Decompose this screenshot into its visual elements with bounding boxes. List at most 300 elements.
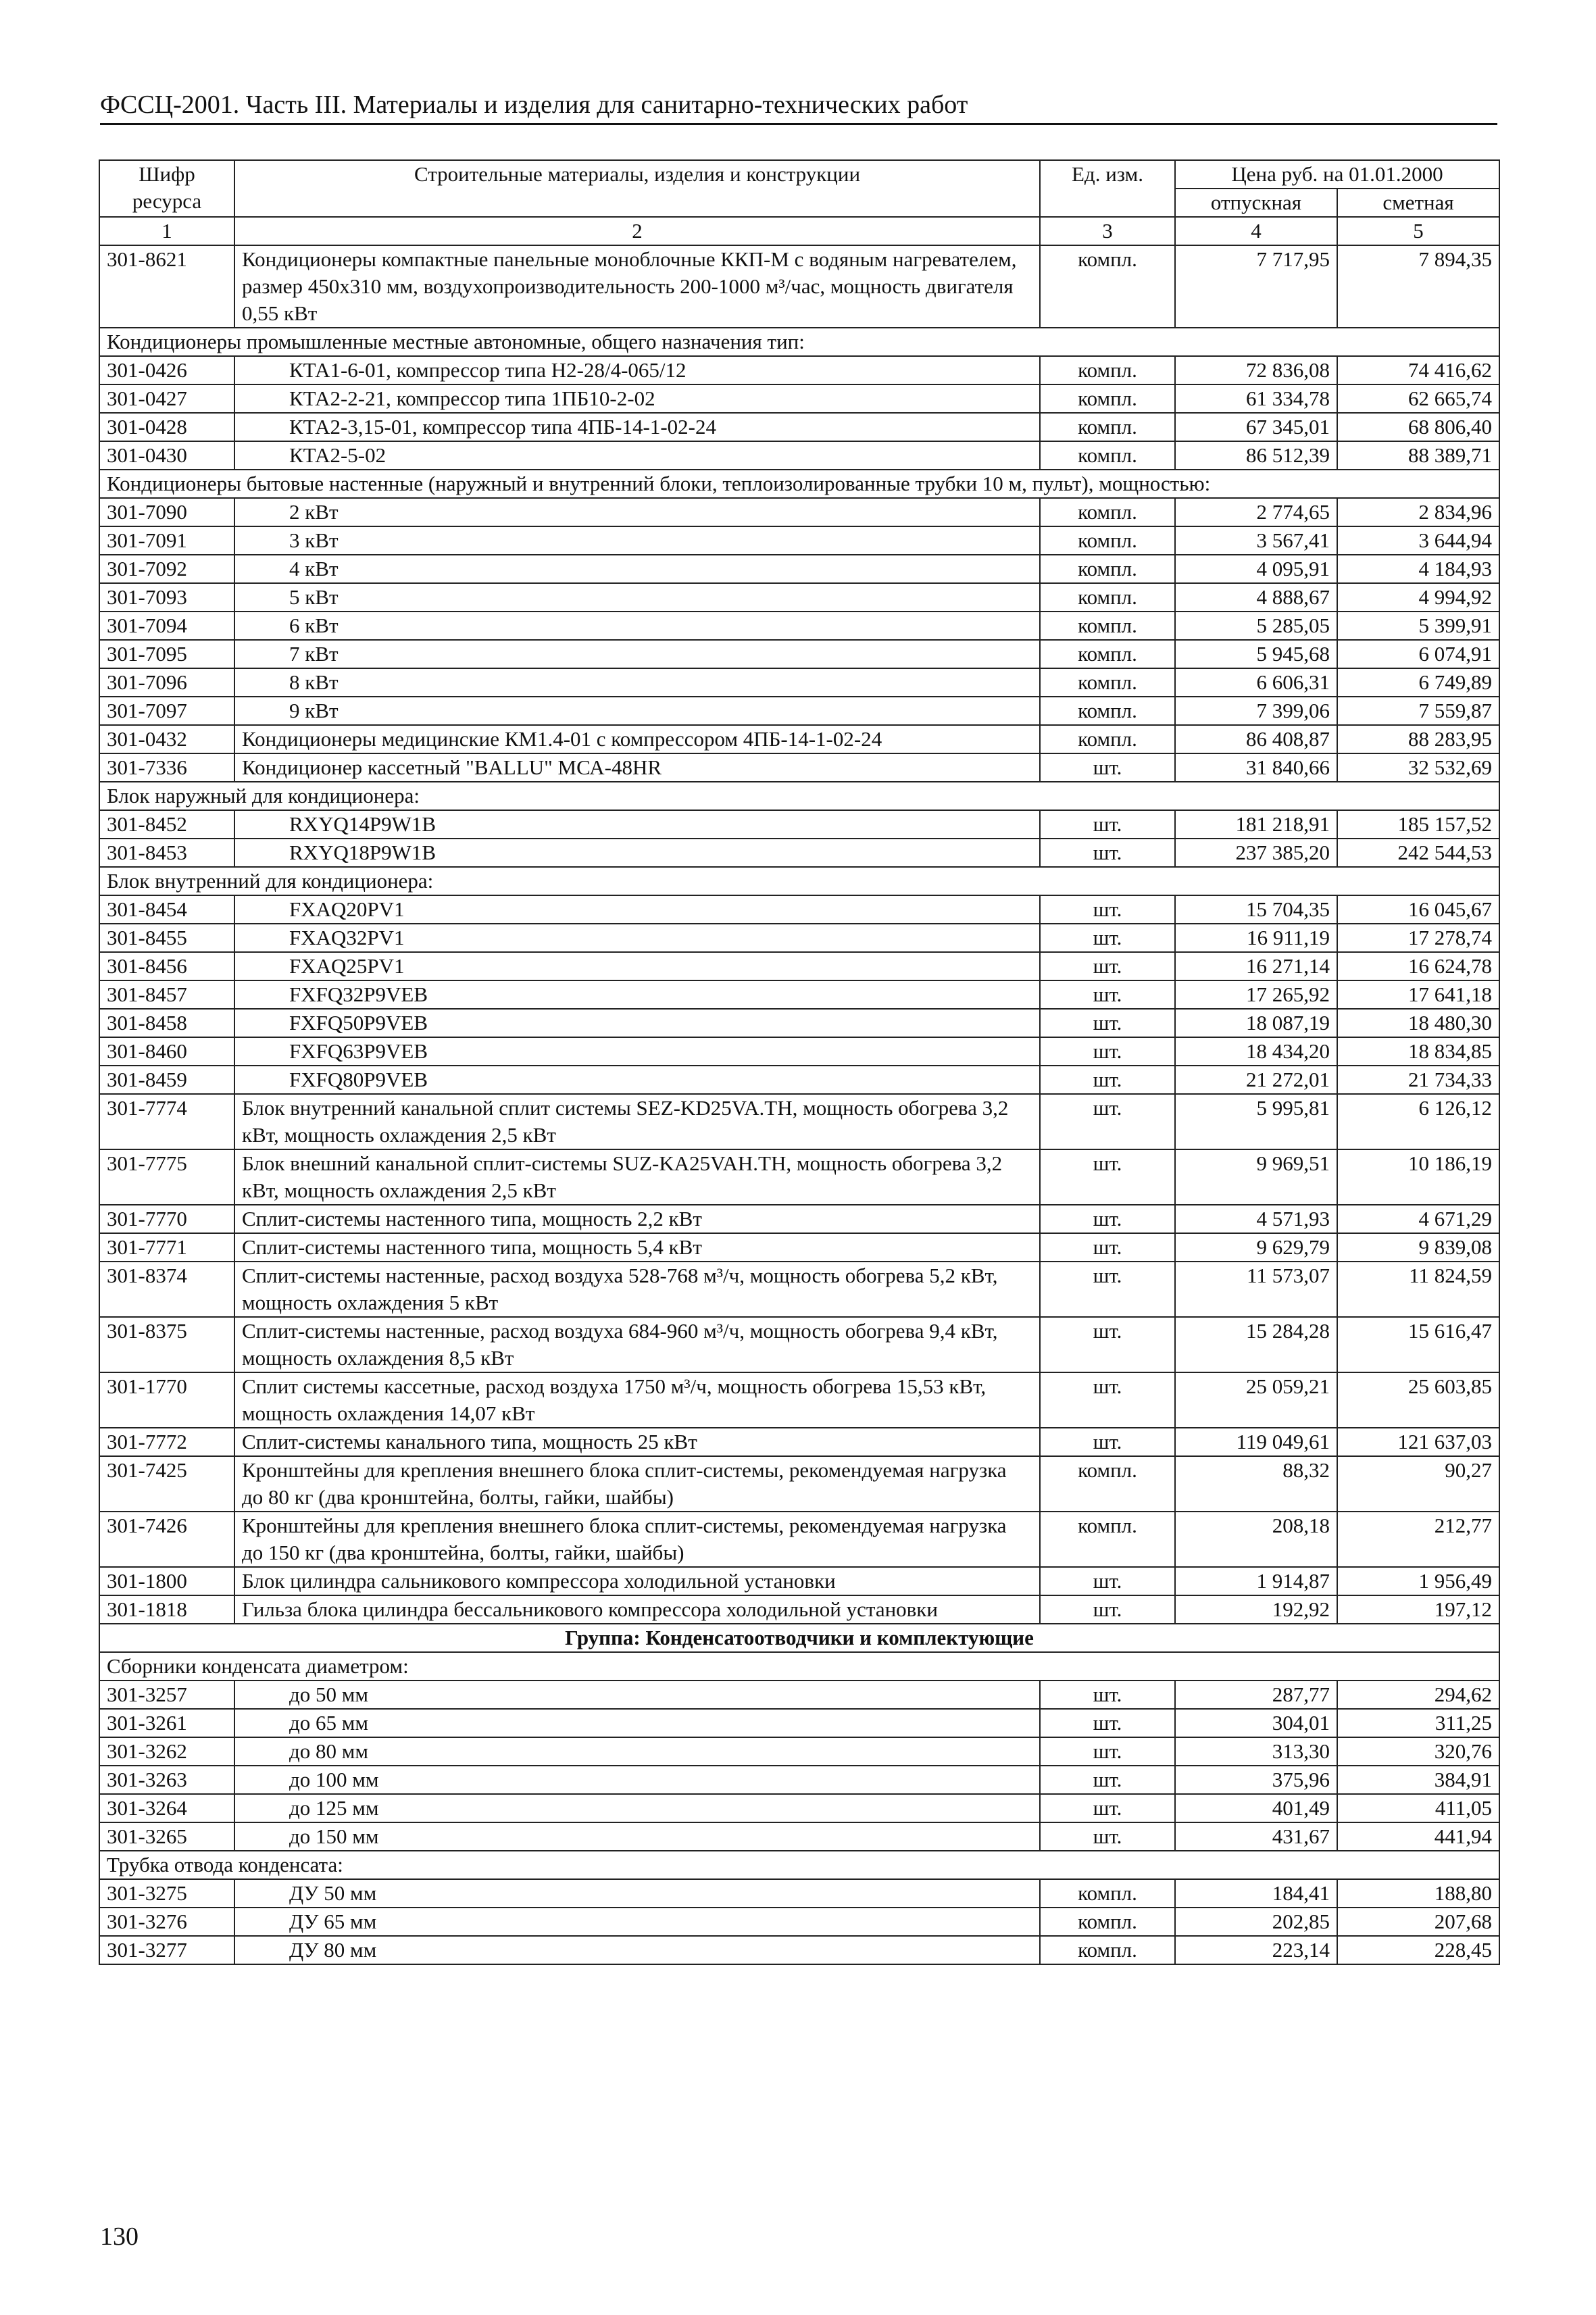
resource-code: 301-0427	[99, 384, 234, 413]
release-price: 5 995,81	[1175, 1094, 1337, 1149]
resource-code: 301-7771	[99, 1233, 234, 1262]
table-row	[99, 1094, 1499, 1149]
page-number: 130	[100, 2222, 139, 2251]
release-price: 313,30	[1175, 1737, 1337, 1766]
resource-code: 301-3257	[99, 1681, 234, 1709]
group-row	[99, 1624, 1499, 1652]
release-price: 4 571,93	[1175, 1205, 1337, 1233]
item-name: КТА1-6-01, компрессор типа Н2-28/4-065/12	[234, 356, 1040, 384]
item-name: FXFQ32P9VEB	[234, 980, 1040, 1009]
header-estimate: сметная	[1337, 189, 1499, 217]
release-price: 3 567,41	[1175, 526, 1337, 555]
release-price: 184,41	[1175, 1879, 1337, 1908]
estimate-price: 207,68	[1337, 1908, 1499, 1936]
release-price: 21 272,01	[1175, 1066, 1337, 1094]
table-row	[99, 839, 1499, 867]
item-unit: шт.	[1040, 1737, 1175, 1766]
table-row	[99, 1737, 1499, 1766]
header-name: Строительные материалы, изделия и конструкции	[234, 160, 1040, 217]
resource-code: 301-7090	[99, 498, 234, 526]
item-name: FXAQ32PV1	[234, 924, 1040, 952]
item-unit: компл.	[1040, 583, 1175, 612]
table-row	[99, 1908, 1499, 1936]
item-unit: шт.	[1040, 1262, 1175, 1317]
estimate-price: 3 644,94	[1337, 526, 1499, 555]
table-row	[99, 640, 1499, 668]
item-name: Кондиционер кассетный "BALLU" МСА-48HR	[234, 753, 1040, 782]
item-unit: шт.	[1040, 1066, 1175, 1094]
table-row	[99, 697, 1499, 725]
item-name: 9 кВт	[234, 697, 1040, 725]
table-row	[99, 1567, 1499, 1595]
release-price: 25 059,21	[1175, 1372, 1337, 1428]
resource-code: 301-8455	[99, 924, 234, 952]
table-row	[99, 1233, 1499, 1262]
subsection-heading: Трубка отвода конденсата:	[99, 1851, 1499, 1879]
table-row	[99, 1428, 1499, 1456]
table-row	[99, 612, 1499, 640]
item-name: RXYQ14P9W1B	[234, 810, 1040, 839]
table-row	[99, 1037, 1499, 1066]
subsection-row	[99, 328, 1499, 356]
item-unit: шт.	[1040, 952, 1175, 980]
release-price: 223,14	[1175, 1936, 1337, 1964]
column-number: 2	[234, 217, 1040, 245]
item-name: RXYQ18P9W1B	[234, 839, 1040, 867]
table-row	[99, 1794, 1499, 1822]
item-unit: шт.	[1040, 924, 1175, 952]
estimate-price: 88 389,71	[1337, 441, 1499, 470]
table-row	[99, 526, 1499, 555]
item-unit: компл.	[1040, 668, 1175, 697]
column-number: 5	[1337, 217, 1499, 245]
resource-code: 301-7775	[99, 1149, 234, 1205]
estimate-price: 197,12	[1337, 1595, 1499, 1624]
resource-code: 301-7774	[99, 1094, 234, 1149]
release-price: 119 049,61	[1175, 1428, 1337, 1456]
estimate-price: 4 184,93	[1337, 555, 1499, 583]
release-price: 2 774,65	[1175, 498, 1337, 526]
table-row	[99, 1149, 1499, 1205]
item-unit: компл.	[1040, 1512, 1175, 1567]
estimate-price: 16 045,67	[1337, 895, 1499, 924]
table-row	[99, 1512, 1499, 1567]
item-name: Сплит-системы настенные, расход воздуха 684-960 м³/ч, мощность обогрева 9,4 кВт, мощность охлаждения 8,5 кВт	[234, 1317, 1040, 1372]
table-row	[99, 810, 1499, 839]
item-unit: компл.	[1040, 441, 1175, 470]
table-row	[99, 1205, 1499, 1233]
release-price: 237 385,20	[1175, 839, 1337, 867]
item-name: FXAQ20PV1	[234, 895, 1040, 924]
item-unit: шт.	[1040, 1317, 1175, 1372]
estimate-price: 15 616,47	[1337, 1317, 1499, 1372]
item-unit: компл.	[1040, 1879, 1175, 1908]
estimate-price: 6 074,91	[1337, 640, 1499, 668]
resource-code: 301-3261	[99, 1709, 234, 1737]
resource-code: 301-7097	[99, 697, 234, 725]
table-row	[99, 441, 1499, 470]
item-name: Сплит-системы настенного типа, мощность 5,4 кВт	[234, 1233, 1040, 1262]
resource-code: 301-8454	[99, 895, 234, 924]
item-name: Блок цилиндра сальникового компрессора холодильной установки	[234, 1567, 1040, 1595]
estimate-price: 25 603,85	[1337, 1372, 1499, 1428]
release-price: 181 218,91	[1175, 810, 1337, 839]
estimate-price: 11 824,59	[1337, 1262, 1499, 1317]
item-unit: шт.	[1040, 1794, 1175, 1822]
table-row	[99, 668, 1499, 697]
estimate-price: 17 278,74	[1337, 924, 1499, 952]
table-row	[99, 1709, 1499, 1737]
estimate-price: 188,80	[1337, 1879, 1499, 1908]
estimate-price: 5 399,91	[1337, 612, 1499, 640]
item-name: Кронштейны для крепления внешнего блока сплит-системы, рекомендуемая нагрузка до 80 кг (два кронштейна, болты, гайки, шайбы)	[234, 1456, 1040, 1512]
subsection-heading: Сборники конденсата диаметром:	[99, 1652, 1499, 1681]
subsection-row	[99, 470, 1499, 498]
item-name: КТА2-5-02	[234, 441, 1040, 470]
release-price: 18 087,19	[1175, 1009, 1337, 1037]
estimate-price: 62 665,74	[1337, 384, 1499, 413]
resource-code: 301-0428	[99, 413, 234, 441]
resource-code: 301-7426	[99, 1512, 234, 1567]
estimate-price: 9 839,08	[1337, 1233, 1499, 1262]
item-unit: шт.	[1040, 1567, 1175, 1595]
item-name: КТА2-3,15-01, компрессор типа 4ПБ-14-1-02-24	[234, 413, 1040, 441]
item-name: 2 кВт	[234, 498, 1040, 526]
item-name: FXFQ63P9VEB	[234, 1037, 1040, 1066]
item-unit: шт.	[1040, 1372, 1175, 1428]
resource-code: 301-8458	[99, 1009, 234, 1037]
item-unit: шт.	[1040, 1766, 1175, 1794]
item-name: Кондиционеры медицинские КМ1.4-01 с компрессором 4ПБ-14-1-02-24	[234, 725, 1040, 753]
release-price: 304,01	[1175, 1709, 1337, 1737]
release-price: 67 345,01	[1175, 413, 1337, 441]
estimate-price: 320,76	[1337, 1737, 1499, 1766]
item-name: Сплит системы кассетные, расход воздуха 1750 м³/ч, мощность обогрева 15,53 кВт, мощность охлаждения 14,07 кВт	[234, 1372, 1040, 1428]
table-row	[99, 1822, 1499, 1851]
estimate-price: 121 637,03	[1337, 1428, 1499, 1456]
item-unit: компл.	[1040, 413, 1175, 441]
release-price: 7 399,06	[1175, 697, 1337, 725]
estimate-price: 88 283,95	[1337, 725, 1499, 753]
release-price: 431,67	[1175, 1822, 1337, 1851]
table-row	[99, 1262, 1499, 1317]
item-name: 3 кВт	[234, 526, 1040, 555]
item-unit: компл.	[1040, 526, 1175, 555]
estimate-price: 384,91	[1337, 1766, 1499, 1794]
table-row	[99, 356, 1499, 384]
release-price: 16 271,14	[1175, 952, 1337, 980]
header-code: Шифр ресурса	[99, 160, 234, 217]
release-price: 72 836,08	[1175, 356, 1337, 384]
item-unit: шт.	[1040, 1709, 1175, 1737]
item-unit: шт.	[1040, 1009, 1175, 1037]
release-price: 9 969,51	[1175, 1149, 1337, 1205]
column-number: 1	[99, 217, 234, 245]
item-name: FXFQ80P9VEB	[234, 1066, 1040, 1094]
subsection-heading: Кондиционеры промышленные местные автономные, общего назначения тип:	[99, 328, 1499, 356]
item-unit: компл.	[1040, 245, 1175, 328]
estimate-price: 6 126,12	[1337, 1094, 1499, 1149]
header-price: Цена руб. на 01.01.2000	[1175, 160, 1499, 189]
header-row	[99, 160, 1499, 189]
table-row	[99, 1681, 1499, 1709]
table-row	[99, 1595, 1499, 1624]
item-name: до 125 мм	[234, 1794, 1040, 1822]
table-row	[99, 725, 1499, 753]
resource-code: 301-8456	[99, 952, 234, 980]
item-unit: компл.	[1040, 640, 1175, 668]
page-header: ФССЦ-2001. Часть III. Материалы и изделия для санитарно-технических работ	[100, 89, 1497, 125]
table-row	[99, 384, 1499, 413]
resource-code: 301-8459	[99, 1066, 234, 1094]
release-price: 192,92	[1175, 1595, 1337, 1624]
resource-code: 301-8452	[99, 810, 234, 839]
release-price: 88,32	[1175, 1456, 1337, 1512]
item-name: Кронштейны для крепления внешнего блока сплит-системы, рекомендуемая нагрузка до 150 кг (два кронштейна, болты, гайки, шайбы)	[234, 1512, 1040, 1567]
estimate-price: 311,25	[1337, 1709, 1499, 1737]
resource-code: 301-1770	[99, 1372, 234, 1428]
item-unit: компл.	[1040, 555, 1175, 583]
table-row	[99, 1317, 1499, 1372]
item-unit: компл.	[1040, 612, 1175, 640]
release-price: 5 285,05	[1175, 612, 1337, 640]
item-unit: шт.	[1040, 980, 1175, 1009]
release-price: 287,77	[1175, 1681, 1337, 1709]
estimate-price: 185 157,52	[1337, 810, 1499, 839]
release-price: 202,85	[1175, 1908, 1337, 1936]
header-unit: Ед. изм.	[1040, 160, 1175, 217]
item-unit: шт.	[1040, 810, 1175, 839]
item-name: до 100 мм	[234, 1766, 1040, 1794]
item-name: до 150 мм	[234, 1822, 1040, 1851]
item-name: FXFQ50P9VEB	[234, 1009, 1040, 1037]
item-unit: шт.	[1040, 1094, 1175, 1149]
estimate-price: 2 834,96	[1337, 498, 1499, 526]
item-unit: шт.	[1040, 1428, 1175, 1456]
table-row	[99, 895, 1499, 924]
item-name: 7 кВт	[234, 640, 1040, 668]
table-row	[99, 1372, 1499, 1428]
column-number-row	[99, 217, 1499, 245]
table-row	[99, 245, 1499, 328]
resource-code: 301-1800	[99, 1567, 234, 1595]
price-table	[99, 159, 1500, 1965]
item-name: Сплит-системы настенного типа, мощность 2,2 кВт	[234, 1205, 1040, 1233]
subsection-row	[99, 1851, 1499, 1879]
resource-code: 301-7770	[99, 1205, 234, 1233]
item-name: ДУ 80 мм	[234, 1936, 1040, 1964]
item-name: FXAQ25PV1	[234, 952, 1040, 980]
estimate-price: 18 834,85	[1337, 1037, 1499, 1066]
table-row	[99, 1879, 1499, 1908]
resource-code: 301-8621	[99, 245, 234, 328]
resource-code: 301-7092	[99, 555, 234, 583]
item-name: КТА2-2-21, компрессор типа 1ПБ10-2-02	[234, 384, 1040, 413]
release-price: 86 408,87	[1175, 725, 1337, 753]
table-row	[99, 413, 1499, 441]
item-name: ДУ 50 мм	[234, 1879, 1040, 1908]
release-price: 375,96	[1175, 1766, 1337, 1794]
estimate-price: 4 671,29	[1337, 1205, 1499, 1233]
estimate-price: 228,45	[1337, 1936, 1499, 1964]
estimate-price: 32 532,69	[1337, 753, 1499, 782]
resource-code: 301-7096	[99, 668, 234, 697]
resource-code: 301-3264	[99, 1794, 234, 1822]
resource-code: 301-7095	[99, 640, 234, 668]
resource-code: 301-8375	[99, 1317, 234, 1372]
item-name: 5 кВт	[234, 583, 1040, 612]
resource-code: 301-8374	[99, 1262, 234, 1317]
estimate-price: 242 544,53	[1337, 839, 1499, 867]
estimate-price: 17 641,18	[1337, 980, 1499, 1009]
estimate-price: 6 749,89	[1337, 668, 1499, 697]
release-price: 7 717,95	[1175, 245, 1337, 328]
item-unit: компл.	[1040, 1908, 1175, 1936]
table-row	[99, 498, 1499, 526]
release-price: 6 606,31	[1175, 668, 1337, 697]
resource-code: 301-3275	[99, 1879, 234, 1908]
table-row	[99, 980, 1499, 1009]
estimate-price: 441,94	[1337, 1822, 1499, 1851]
subsection-heading: Кондиционеры бытовые настенные (наружный и внутренний блоки, теплоизолированные трубки 10 м, пульт), мощностью:	[99, 470, 1499, 498]
release-price: 4 095,91	[1175, 555, 1337, 583]
resource-code: 301-7093	[99, 583, 234, 612]
item-unit: компл.	[1040, 1936, 1175, 1964]
item-name: 6 кВт	[234, 612, 1040, 640]
resource-code: 301-0426	[99, 356, 234, 384]
table-row	[99, 1936, 1499, 1964]
release-price: 86 512,39	[1175, 441, 1337, 470]
resource-code: 301-0432	[99, 725, 234, 753]
resource-code: 301-3263	[99, 1766, 234, 1794]
estimate-price: 68 806,40	[1337, 413, 1499, 441]
estimate-price: 74 416,62	[1337, 356, 1499, 384]
table-row	[99, 583, 1499, 612]
column-number: 4	[1175, 217, 1337, 245]
resource-code: 301-8453	[99, 839, 234, 867]
item-unit: шт.	[1040, 1149, 1175, 1205]
item-name: Блок внешний канальной сплит-системы SUZ-KA25VAH.TH, мощность обогрева 3,2 кВт, мощность охлаждения 2,5 кВт	[234, 1149, 1040, 1205]
item-unit: компл.	[1040, 498, 1175, 526]
release-price: 208,18	[1175, 1512, 1337, 1567]
release-price: 15 284,28	[1175, 1317, 1337, 1372]
resource-code: 301-3265	[99, 1822, 234, 1851]
table-row	[99, 753, 1499, 782]
release-price: 15 704,35	[1175, 895, 1337, 924]
release-price: 61 334,78	[1175, 384, 1337, 413]
estimate-price: 90,27	[1337, 1456, 1499, 1512]
table-row	[99, 924, 1499, 952]
item-name: Гильза блока цилиндра бессальникового компрессора холодильной установки	[234, 1595, 1040, 1624]
item-unit: компл.	[1040, 356, 1175, 384]
resource-code: 301-7425	[99, 1456, 234, 1512]
item-unit: шт.	[1040, 1822, 1175, 1851]
item-unit: шт.	[1040, 895, 1175, 924]
resource-code: 301-1818	[99, 1595, 234, 1624]
resource-code: 301-7094	[99, 612, 234, 640]
item-unit: компл.	[1040, 697, 1175, 725]
item-unit: шт.	[1040, 1205, 1175, 1233]
estimate-price: 7 559,87	[1337, 697, 1499, 725]
release-price: 401,49	[1175, 1794, 1337, 1822]
estimate-price: 294,62	[1337, 1681, 1499, 1709]
item-name: 8 кВт	[234, 668, 1040, 697]
estimate-price: 7 894,35	[1337, 245, 1499, 328]
item-unit: шт.	[1040, 1595, 1175, 1624]
resource-code: 301-8457	[99, 980, 234, 1009]
estimate-price: 21 734,33	[1337, 1066, 1499, 1094]
group-heading: Группа: Конденсатоотводчики и комплектующие	[99, 1624, 1499, 1652]
release-price: 1 914,87	[1175, 1567, 1337, 1595]
table-row	[99, 1009, 1499, 1037]
item-unit: шт.	[1040, 1681, 1175, 1709]
release-price: 9 629,79	[1175, 1233, 1337, 1262]
estimate-price: 212,77	[1337, 1512, 1499, 1567]
release-price: 31 840,66	[1175, 753, 1337, 782]
subsection-row	[99, 1652, 1499, 1681]
item-name: Сплит-системы настенные, расход воздуха 528-768 м³/ч, мощность обогрева 5,2 кВт, мощность охлаждения 5 кВт	[234, 1262, 1040, 1317]
subsection-row	[99, 867, 1499, 895]
resource-code: 301-0430	[99, 441, 234, 470]
resource-code: 301-7772	[99, 1428, 234, 1456]
release-price: 16 911,19	[1175, 924, 1337, 952]
item-name: до 50 мм	[234, 1681, 1040, 1709]
release-price: 18 434,20	[1175, 1037, 1337, 1066]
item-unit: компл.	[1040, 384, 1175, 413]
resource-code: 301-7091	[99, 526, 234, 555]
resource-code: 301-8460	[99, 1037, 234, 1066]
item-unit: шт.	[1040, 1037, 1175, 1066]
release-price: 5 945,68	[1175, 640, 1337, 668]
estimate-price: 18 480,30	[1337, 1009, 1499, 1037]
table-row	[99, 555, 1499, 583]
subsection-heading: Блок наружный для кондиционера:	[99, 782, 1499, 810]
release-price: 11 573,07	[1175, 1262, 1337, 1317]
item-unit: компл.	[1040, 1456, 1175, 1512]
release-price: 4 888,67	[1175, 583, 1337, 612]
item-unit: шт.	[1040, 753, 1175, 782]
item-unit: шт.	[1040, 1233, 1175, 1262]
table-row	[99, 1456, 1499, 1512]
resource-code: 301-7336	[99, 753, 234, 782]
item-name: ДУ 65 мм	[234, 1908, 1040, 1936]
estimate-price: 16 624,78	[1337, 952, 1499, 980]
resource-code: 301-3262	[99, 1737, 234, 1766]
item-name: до 65 мм	[234, 1709, 1040, 1737]
resource-code: 301-3276	[99, 1908, 234, 1936]
table-row	[99, 952, 1499, 980]
item-name: 4 кВт	[234, 555, 1040, 583]
estimate-price: 4 994,92	[1337, 583, 1499, 612]
item-name: до 80 мм	[234, 1737, 1040, 1766]
estimate-price: 1 956,49	[1337, 1567, 1499, 1595]
subsection-row	[99, 782, 1499, 810]
column-number: 3	[1040, 217, 1175, 245]
item-name: Сплит-системы канального типа, мощность 25 кВт	[234, 1428, 1040, 1456]
release-price: 17 265,92	[1175, 980, 1337, 1009]
resource-code: 301-3277	[99, 1936, 234, 1964]
item-unit: компл.	[1040, 725, 1175, 753]
table-row	[99, 1066, 1499, 1094]
table-body	[99, 245, 1499, 1964]
item-unit: шт.	[1040, 839, 1175, 867]
item-name: Кондиционеры компактные панельные моноблочные ККП-М с водяным нагревателем, размер 450х310 мм, воздухопроизводительность 200-1000 м³/час, мощность двигателя 0,55 кВт	[234, 245, 1040, 328]
item-name: Блок внутренний канальной сплит системы SEZ-KD25VA.TH, мощность обогрева 3,2 кВт, мощность охлаждения 2,5 кВт	[234, 1094, 1040, 1149]
estimate-price: 411,05	[1337, 1794, 1499, 1822]
table-row	[99, 1766, 1499, 1794]
estimate-price: 10 186,19	[1337, 1149, 1499, 1205]
subsection-heading: Блок внутренний для кондиционера:	[99, 867, 1499, 895]
